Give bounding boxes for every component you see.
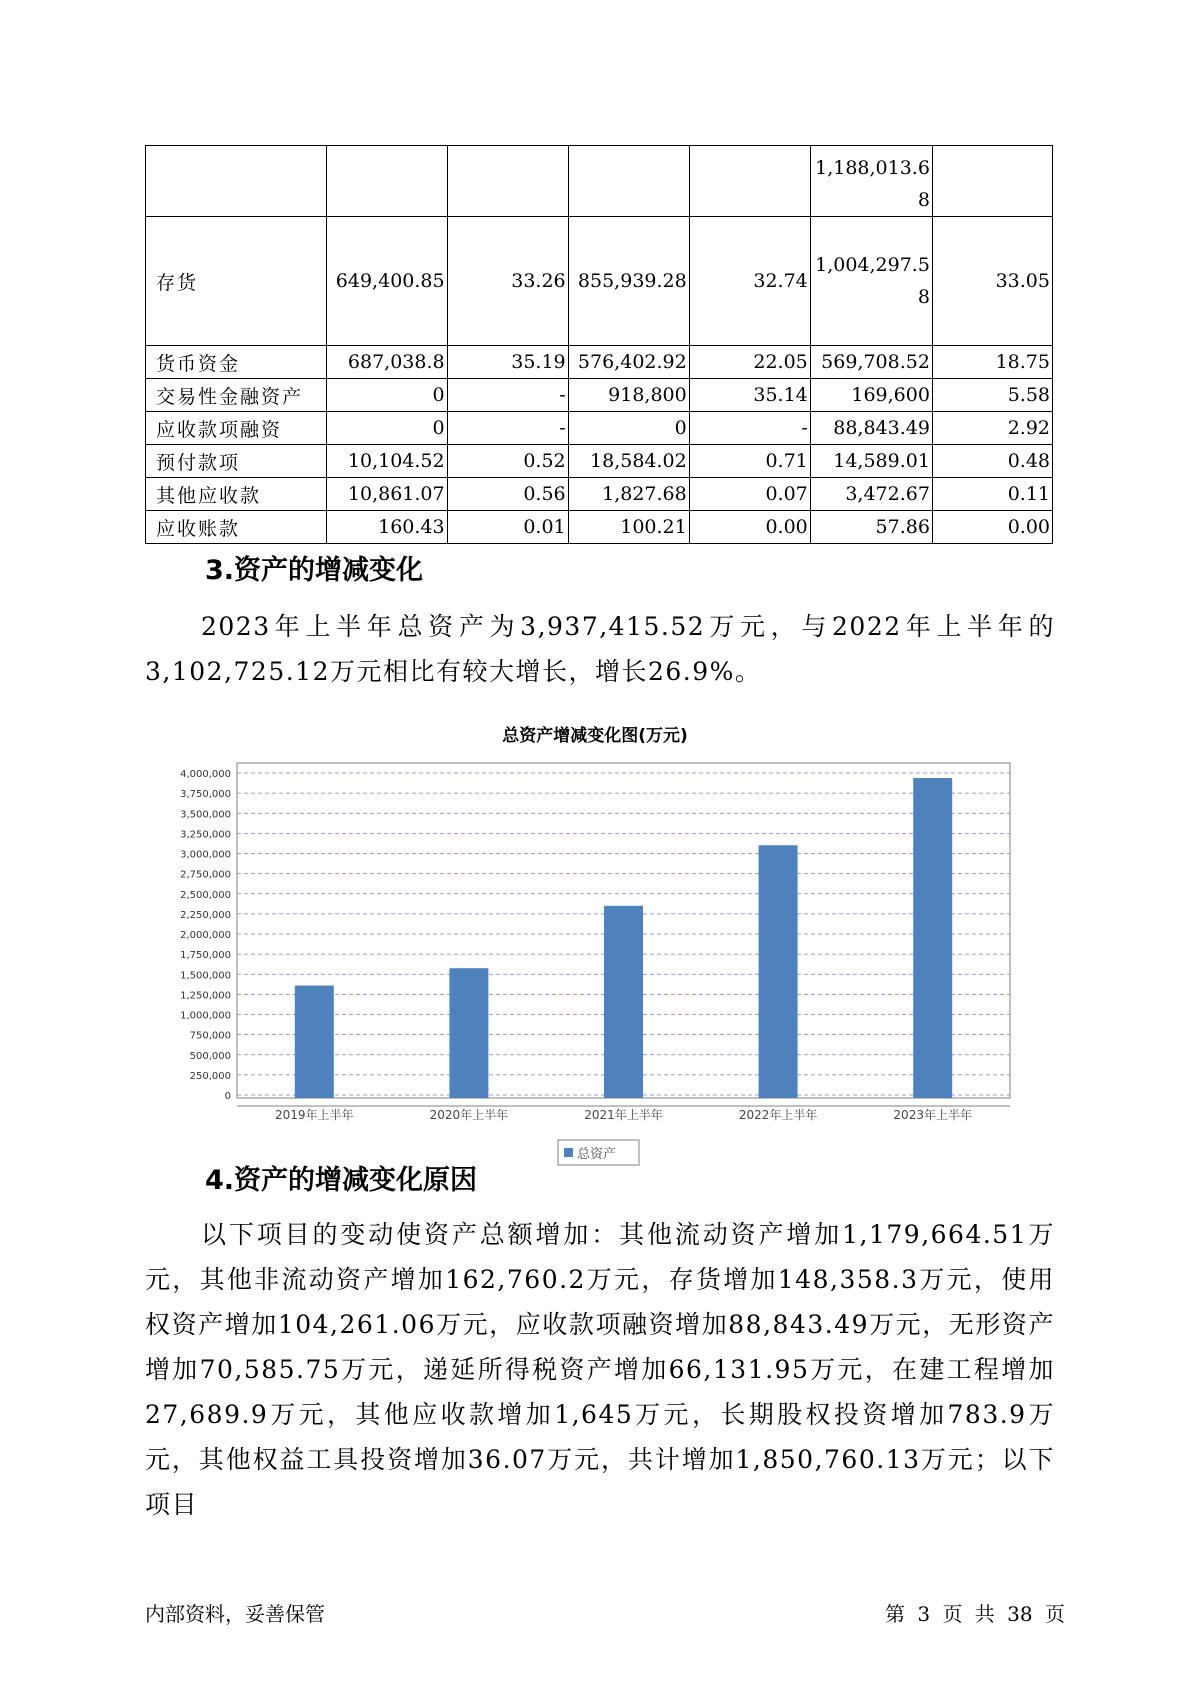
value-2021: 0 — [326, 379, 447, 412]
ratio-2021: 0.01 — [447, 511, 568, 544]
value-2021: 10,104.52 — [326, 445, 447, 478]
total-assets-chart — [145, 715, 1045, 1175]
y-tick-label: 1,750,000 — [180, 950, 231, 962]
value-2022 — [568, 146, 689, 217]
y-tick-label: 3,250,000 — [180, 829, 231, 841]
value-2022: 576,402.92 — [568, 346, 689, 379]
item-name: 应收账款 — [146, 511, 327, 544]
item-name — [146, 146, 327, 217]
footer-confidential-note: 内部资料，妥善保管 — [145, 1602, 325, 1626]
ratio-2021: - — [447, 379, 568, 412]
table-row — [146, 445, 1053, 478]
ratio-2023: 2.92 — [932, 412, 1052, 445]
x-tick-label: 2023年上半年 — [893, 1108, 972, 1122]
y-axis — [180, 769, 231, 1102]
footer-page-number: 第 3 页 共 38 页 — [885, 1602, 1065, 1626]
value-2022: 0 — [568, 412, 689, 445]
table-row — [146, 478, 1053, 511]
y-tick-label: 2,250,000 — [180, 909, 231, 921]
item-name: 存货 — [146, 217, 327, 346]
chart-svg — [145, 715, 1045, 1175]
x-tick-label: 2019年上半年 — [275, 1108, 354, 1122]
table-row — [146, 146, 1053, 217]
asset-structure-table — [145, 145, 1053, 544]
ratio-2021: 0.56 — [447, 478, 568, 511]
value-2023: 57.86 — [810, 511, 932, 544]
legend-swatch — [564, 1148, 573, 1157]
value-2021: 10,861.07 — [326, 478, 447, 511]
value-2022: 18,584.02 — [568, 445, 689, 478]
table-row — [146, 412, 1053, 445]
item-name: 货币资金 — [146, 346, 327, 379]
x-axis — [237, 1106, 1010, 1122]
y-tick-label: 2,000,000 — [180, 930, 231, 941]
value-2023: 1,188,013.68 — [810, 146, 932, 217]
ratio-2021 — [447, 146, 568, 217]
y-tick-label: 4,000,000 — [180, 769, 231, 780]
value-2023: 569,708.52 — [810, 346, 932, 379]
chart-title: 总资产增减变化图(万元) — [502, 726, 688, 746]
table-row — [146, 511, 1053, 544]
value-2022: 1,827.68 — [568, 478, 689, 511]
ratio-2021: 33.26 — [447, 217, 568, 346]
value-2021: 687,038.8 — [326, 346, 447, 379]
section-4-paragraph: 以下项目的变动使资产总额增加：其他流动资产增加1,179,664.51万元，其他非流动资产增加162,760.2万元，存货增加148,358.3万元，使用权资产增加104,261.06万元，应收款项融资增加88,843.49万元，无形资产增加70,585.75万元，递延所得税资产增加66,131.95万元，在建工程增加27,689.9万元，其他应收款增加1,645万元，长期股权投资增加783.9万元，其他权益工具投资增加36.07万元，共计增加1,850,760.13万元；以下项目 — [145, 1220, 1055, 1519]
ratio-2021: 0.52 — [447, 445, 568, 478]
ratio-2023: 0.11 — [932, 478, 1052, 511]
y-tick-label: 1,500,000 — [180, 970, 231, 982]
table-row — [146, 379, 1053, 412]
bar — [913, 778, 952, 1098]
section-3-heading: 3.资产的增减变化 — [205, 555, 424, 586]
table-row — [146, 346, 1053, 379]
y-tick-label: 1,000,000 — [180, 1010, 231, 1022]
ratio-2022: 22.05 — [689, 346, 810, 379]
value-2022: 855,939.28 — [568, 217, 689, 346]
value-2023: 3,472.67 — [810, 478, 932, 511]
ratio-2021: 35.19 — [447, 346, 568, 379]
y-tick-label: 0 — [224, 1091, 231, 1102]
y-tick-label: 250,000 — [189, 1070, 231, 1082]
y-tick-label: 500,000 — [189, 1050, 231, 1062]
ratio-2022: - — [689, 412, 810, 445]
ratio-2022 — [689, 146, 810, 217]
value-2021 — [326, 146, 447, 217]
legend-label: 总资产 — [577, 1147, 617, 1162]
y-tick-label: 3,500,000 — [180, 809, 231, 821]
x-tick-label: 2021年上半年 — [584, 1108, 663, 1122]
legend — [558, 1140, 639, 1165]
value-2022: 100.21 — [568, 511, 689, 544]
ratio-2022: 0.71 — [689, 445, 810, 478]
bar — [604, 906, 643, 1098]
value-2022: 918,800 — [568, 379, 689, 412]
item-name: 预付款项 — [146, 445, 327, 478]
y-tick-label: 2,500,000 — [180, 889, 231, 901]
value-2021: 160.43 — [326, 511, 447, 544]
item-name: 交易性金融资产 — [146, 379, 327, 412]
bar — [449, 968, 488, 1098]
y-tick-label: 3,000,000 — [180, 849, 231, 861]
ratio-2023: 0.48 — [932, 445, 1052, 478]
value-2021: 649,400.85 — [326, 217, 447, 346]
ratio-2022: 35.14 — [689, 379, 810, 412]
section-3-paragraph: 2023年上半年总资产为3,937,415.52万元，与2022年上半年的3,102,725.12万元相比有较大增长，增长26.9%。 — [145, 612, 1055, 686]
table-row — [146, 217, 1053, 346]
ratio-2022: 0.07 — [689, 478, 810, 511]
value-2023: 88,843.49 — [810, 412, 932, 445]
ratio-2023: 18.75 — [932, 346, 1052, 379]
ratio-2022: 32.74 — [689, 217, 810, 346]
item-name: 其他应收款 — [146, 478, 327, 511]
bar — [759, 845, 798, 1098]
section-4-heading: 4.资产的增减变化原因 — [205, 1165, 478, 1196]
value-2023: 1,004,297.58 — [810, 217, 932, 346]
ratio-2023 — [932, 146, 1052, 217]
bars — [295, 778, 952, 1098]
y-tick-label: 2,750,000 — [180, 869, 231, 881]
value-2023: 169,600 — [810, 379, 932, 412]
value-2021: 0 — [326, 412, 447, 445]
y-tick-label: 750,000 — [189, 1030, 231, 1042]
ratio-2023: 33.05 — [932, 217, 1052, 346]
y-tick-label: 1,250,000 — [180, 990, 231, 1002]
ratio-2023: 5.58 — [932, 379, 1052, 412]
value-2023: 14,589.01 — [810, 445, 932, 478]
ratio-2021: - — [447, 412, 568, 445]
x-tick-label: 2020年上半年 — [429, 1108, 509, 1122]
bar — [295, 986, 334, 1098]
item-name: 应收款项融资 — [146, 412, 327, 445]
ratio-2023: 0.00 — [932, 511, 1052, 544]
ratio-2022: 0.00 — [689, 511, 810, 544]
x-tick-label: 2022年上半年 — [738, 1108, 818, 1122]
y-tick-label: 3,750,000 — [180, 789, 231, 801]
